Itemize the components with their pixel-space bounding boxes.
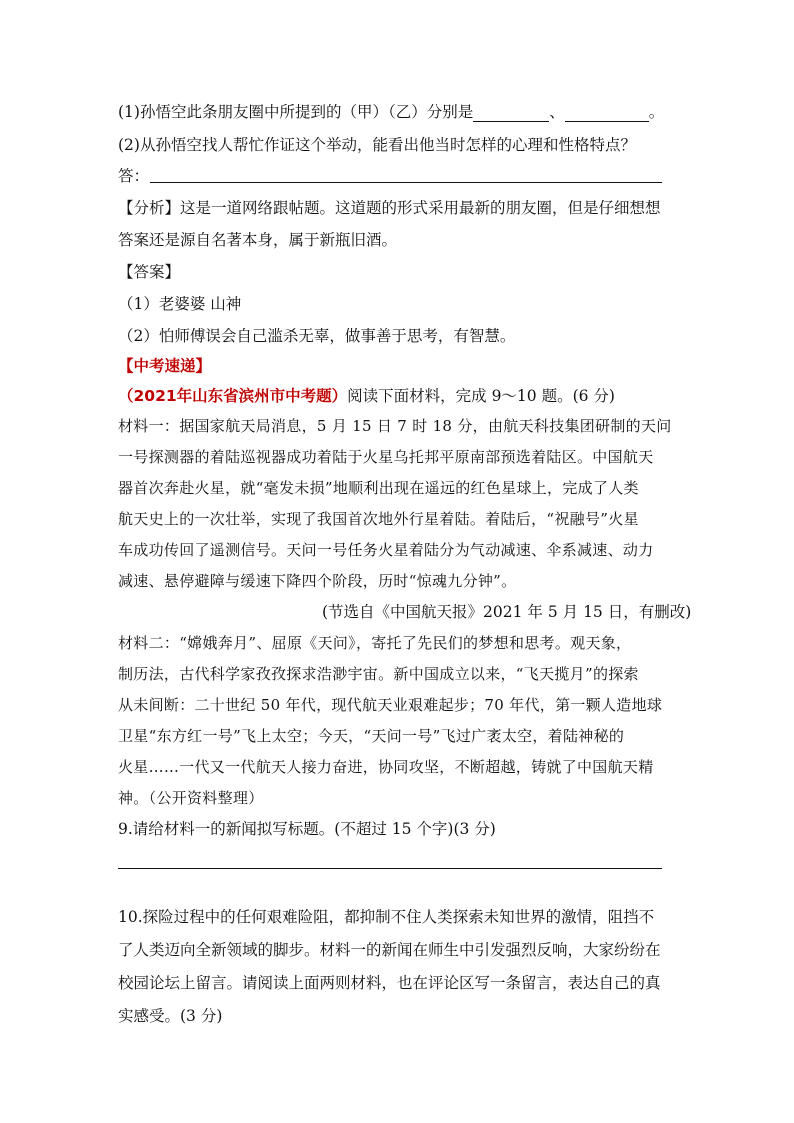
question-10-line: 校园论坛上留言。请阅读上面两则材料，也在评论区写一条留言，表达自己的真	[118, 974, 661, 992]
analysis-line-1	[118, 198, 661, 218]
material1-line: 减速、悬停避障与缓速下降四个阶段，历时“惊魂九分钟”。	[118, 572, 517, 590]
material1-line: 器首次奔赴火星，就“毫发未损”地顺利出现在遥远的红色星球上，完成了人类	[118, 479, 639, 497]
zhongkao-instruction: 阅读下面材料，完成 9～10 题。(6 分)	[347, 387, 615, 405]
question-9-answer-line[interactable]	[118, 868, 662, 869]
question-1-end: 。	[648, 103, 665, 121]
answer-item-1: （1）老婆婆 山神	[118, 295, 242, 313]
material2-line: 材料二：“嫦娥奔月”、屈原《天问》，寄托了先民们的梦想和思考。观天象，	[118, 634, 632, 652]
answer-prefix: 答：	[118, 167, 150, 185]
question-1	[118, 102, 664, 122]
analysis-line-2: 答案还是源自名著本身，属于新瓶旧酒。	[118, 231, 398, 249]
analysis-text-1: 这是一道网络跟帖题。这道题的形式采用最新的朋友圈，但是仔细想想	[180, 199, 661, 217]
material1-line: 航天史上的一次壮举，实现了我国首次地外行星着陆。着陆后，“祝融号”火星	[118, 510, 639, 528]
material1-citation: (节选自《中国航天报》2021 年 5 月 15 日，有删改)	[322, 603, 692, 621]
material1-line: 车成功传回了遥测信号。天问一号任务火星着陆分为气动减速、伞系减速、动力	[118, 541, 654, 559]
blank-jia[interactable]	[473, 105, 549, 122]
question-10-line: 10.探险过程中的任何艰难险阻，都抑制不住人类探索未知世界的激情，阻挡不	[118, 908, 655, 926]
answer-heading: 【答案】	[118, 263, 181, 281]
question-10-line: 实感受。(3 分)	[118, 1007, 223, 1025]
answer-line[interactable]	[150, 182, 662, 183]
zhongkao-source: （2021年山东省滨州市中考题）	[118, 387, 348, 405]
zhongkao-intro	[118, 386, 615, 406]
question-10-line: 了人类迈向全新领域的脚步。材料一的新闻在师生中引发强烈反响，大家纷纷在	[118, 941, 661, 959]
analysis-label: 【分析】	[118, 199, 181, 217]
blank-separator: 、	[549, 103, 565, 121]
blank-yi[interactable]	[565, 105, 649, 122]
question-1-text: (1)孙悟空此条朋友圈中所提到的（甲）（乙）分别是	[118, 103, 474, 121]
material2-line: 制历法，古代科学家孜孜探求浩渺宇宙。新中国成立以来，“飞天揽月”的探索	[118, 665, 639, 683]
material2-line: 火星……一代又一代航天人接力奋进，协同攻坚，不断超越，铸就了中国航天精	[118, 758, 654, 776]
material2-line: 从未间断：二十世纪 50 年代，现代航天业艰难起步；70 年代，第一颗人造地球	[118, 696, 663, 714]
question-9: 9.请给材料一的新闻拟写标题。(不超过 15 个字)(3 分)	[118, 820, 496, 838]
answer-item-2: （2）怕师傅误会自己滥杀无辜，做事善于思考，有智慧。	[118, 327, 516, 345]
zhongkao-heading: 【中考速递】	[118, 357, 212, 375]
material2-line: 卫星“东方红一号”飞上太空；今天，“天问一号”飞过广袤太空，着陆神秘的	[118, 727, 625, 745]
material1-line: 材料一：据国家航天局消息，5 月 15 日 7 时 18 分，由航天科技集团研制的天问	[118, 417, 672, 435]
material1-line: 一号探测器的着陆巡视器成功着陆于火星乌托邦平原南部预选着陆区。中国航天	[118, 448, 654, 466]
material2-line: 神。（公开资料整理）	[118, 789, 264, 807]
question-2: (2)从孙悟空找人帮忙作证这个举动，能看出他当时怎样的心理和性格特点？	[118, 136, 636, 154]
